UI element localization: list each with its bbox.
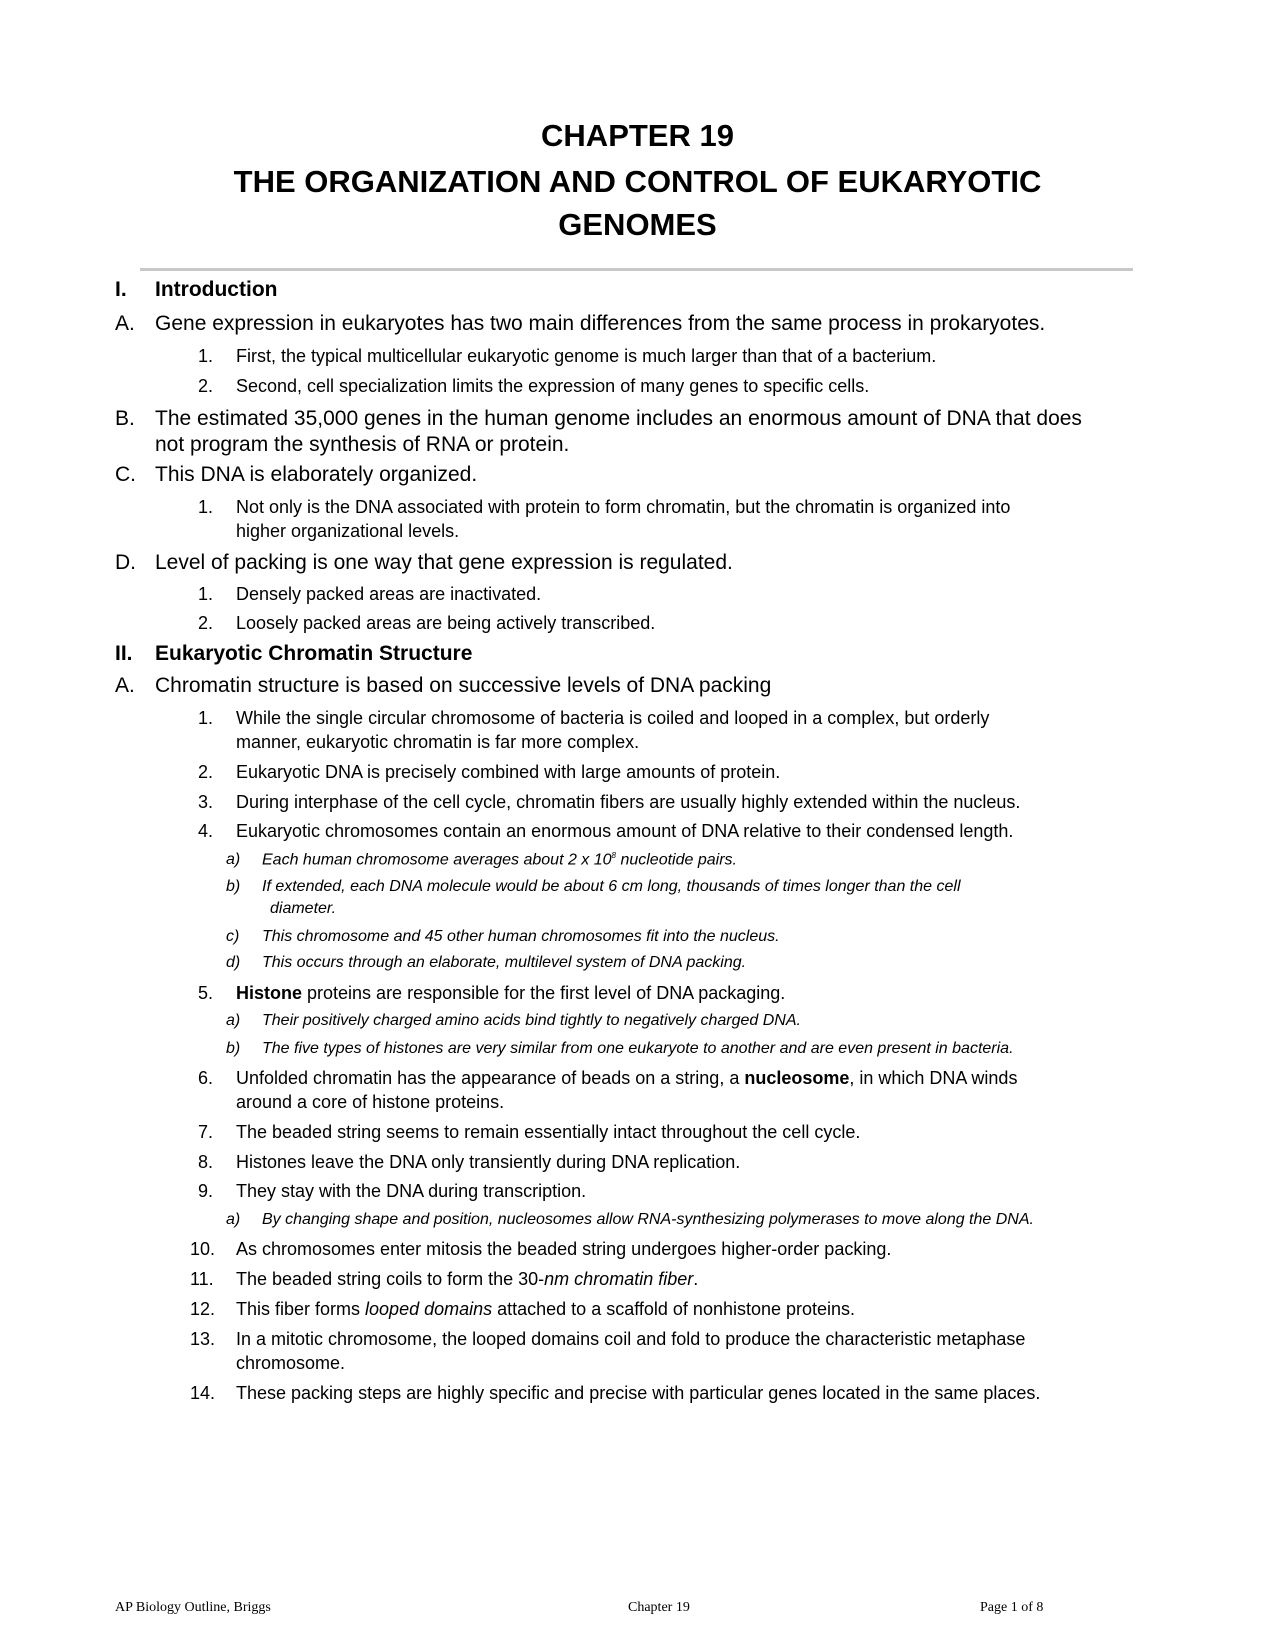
s2-a-5-text: Histone proteins are responsible for the first level of DNA packaging. (236, 983, 786, 1003)
s2-a-3-label: 3. (198, 792, 214, 812)
s1-b-label: B. (115, 407, 135, 430)
s2-a-4-a-label: a) (226, 851, 241, 868)
s2-a-7-label: 7. (198, 1122, 214, 1142)
footer-left: AP Biology Outline, Briggs (115, 1600, 271, 1615)
s1-a-label: A. (115, 312, 135, 335)
s2-a-13-label: 13. (190, 1329, 216, 1349)
s2-a-4-text: Eukaryotic chromosomes contain an enormous amount of DNA relative to their condensed length. (236, 821, 1014, 841)
footer-page-number: Page 1 of 8 (980, 1600, 1044, 1615)
section-1-title: Introduction (155, 278, 278, 301)
s1-a-text: Gene expression in eukaryotes has two main differences from the same process in prokaryotes. (155, 312, 1046, 335)
s2-a-10-text: As chromosomes enter mitosis the beaded string undergoes higher-order packing. (236, 1239, 892, 1259)
s2-a-11-label: 11. (190, 1269, 214, 1289)
s2-a-5-label: 5. (198, 983, 214, 1003)
s1-a-1-label: 1. (198, 346, 214, 366)
s2-a-13-text-2: chromosome. (236, 1353, 346, 1373)
section-2-number: II. (115, 642, 133, 665)
s2-a-1-text-1: While the single circular chromosome of bacteria is coiled and looped in a complex, but orderly (236, 708, 990, 728)
s1-d-2-label: 2. (198, 613, 214, 633)
section-1-number: I. (115, 278, 127, 301)
s2-a-text: Chromatin structure is based on successive levels of DNA packing (155, 674, 772, 697)
s1-a-2-text: Second, cell specialization limits the expression of many genes to specific cells. (236, 376, 870, 396)
s1-c-1-label: 1. (198, 497, 214, 517)
s2-a-2-label: 2. (198, 762, 214, 782)
chapter-number: CHAPTER 19 (541, 118, 734, 153)
s2-a-label: A. (115, 674, 135, 697)
s2-a-9-a-label: a) (226, 1211, 241, 1228)
title-divider (140, 268, 1133, 271)
s2-a-12-text: This fiber forms looped domains attached to a scaffold of nonhistone proteins. (236, 1299, 856, 1319)
s1-a-2-label: 2. (198, 376, 214, 396)
s2-a-5-b-label: b) (226, 1040, 241, 1057)
s2-a-13-text-1: In a mitotic chromosome, the looped domains coil and fold to produce the characteristic metaphase (236, 1329, 1026, 1349)
s2-a-6-label: 6. (198, 1068, 214, 1088)
s2-a-5-a-text: Their positively charged amino acids bind tightly to negatively charged DNA. (262, 1012, 801, 1029)
s2-a-9-text: They stay with the DNA during transcription. (236, 1181, 587, 1201)
s2-a-1-text-2: manner, eukaryotic chromatin is far more complex. (236, 732, 640, 752)
s2-a-11-text: The beaded string coils to form the 30-nm chromatin fiber. (236, 1269, 699, 1289)
s1-d-1-text: Densely packed areas are inactivated. (236, 584, 542, 604)
s2-a-4-d-label: d) (226, 954, 241, 971)
s1-b-text-2: not program the synthesis of RNA or protein. (155, 433, 570, 456)
s2-a-9-label: 9. (198, 1181, 214, 1201)
s2-a-14-text: These packing steps are highly specific and precise with particular genes located in the same places. (236, 1383, 1041, 1403)
footer-center: Chapter 19 (628, 1600, 690, 1615)
section-2-title: Eukaryotic Chromatin Structure (155, 642, 473, 665)
chapter-title-line-2: GENOMES (558, 207, 717, 242)
s1-d-text: Level of packing is one way that gene expression is regulated. (155, 551, 733, 574)
s2-a-5-b-text: The five types of histones are very similar from one eukaryote to another and are even present in bacteria. (262, 1040, 1014, 1057)
s2-a-4-label: 4. (198, 821, 214, 841)
s2-a-4-a-text: Each human chromosome averages about 2 x $10^8$ nucleotide pairs. (262, 851, 737, 869)
s2-a-8-text: Histones leave the DNA only transiently during DNA replication. (236, 1152, 741, 1172)
s2-a-12-label: 12. (190, 1299, 216, 1319)
s2-a-4-c-text: This chromosome and 45 other human chromosomes fit into the nucleus. (262, 928, 780, 945)
s1-b-text-1: The estimated 35,000 genes in the human genome includes an enormous amount of DNA that does (155, 407, 1082, 430)
s1-c-1-text-2: higher organizational levels. (236, 521, 460, 541)
s2-a-4-b-text-2: diameter. (270, 900, 337, 917)
s1-d-label: D. (115, 551, 136, 574)
s1-a-1-text: First, the typical multicellular eukaryotic genome is much larger than that of a bacterium. (236, 346, 937, 366)
chapter-title-line-1: THE ORGANIZATION AND CONTROL OF EUKARYOTIC (233, 164, 1042, 199)
s1-c-text: This DNA is elaborately organized. (155, 463, 478, 486)
s1-d-2-text: Loosely packed areas are being actively transcribed. (236, 613, 656, 633)
s2-a-6-text-2: around a core of histone proteins. (236, 1092, 505, 1112)
s2-a-7-text: The beaded string seems to remain essentially intact throughout the cell cycle. (236, 1122, 861, 1142)
s2-a-5-a-label: a) (226, 1012, 241, 1029)
s2-a-4-c-label: c) (226, 928, 240, 945)
s2-a-9-a-text: By changing shape and position, nucleosomes allow RNA-synthesizing polymerases to move along the DNA. (262, 1211, 1034, 1228)
s2-a-6-text-1: Unfolded chromatin has the appearance of beads on a string, a nucleosome, in which DNA winds (236, 1068, 1018, 1088)
s1-d-1-label: 1. (198, 584, 214, 604)
s2-a-4-b-label: b) (226, 878, 241, 895)
s1-c-label: C. (115, 463, 136, 486)
s2-a-14-label: 14. (190, 1383, 216, 1403)
s2-a-10-label: 10. (190, 1239, 216, 1259)
s2-a-3-text: During interphase of the cell cycle, chromatin fibers are usually highly extended within the nucleus. (236, 792, 1021, 812)
s1-c-1-text-1: Not only is the DNA associated with protein to form chromatin, but the chromatin is organized into (236, 497, 1011, 517)
s2-a-8-label: 8. (198, 1152, 214, 1172)
s2-a-1-label: 1. (198, 708, 214, 728)
s2-a-4-d-text: This occurs through an elaborate, multilevel system of DNA packing. (262, 954, 747, 971)
s2-a-2-text: Eukaryotic DNA is precisely combined with large amounts of protein. (236, 762, 781, 782)
s2-a-4-b-text-1: If extended, each DNA molecule would be about 6 cm long, thousands of times longer than the cell (262, 878, 961, 895)
